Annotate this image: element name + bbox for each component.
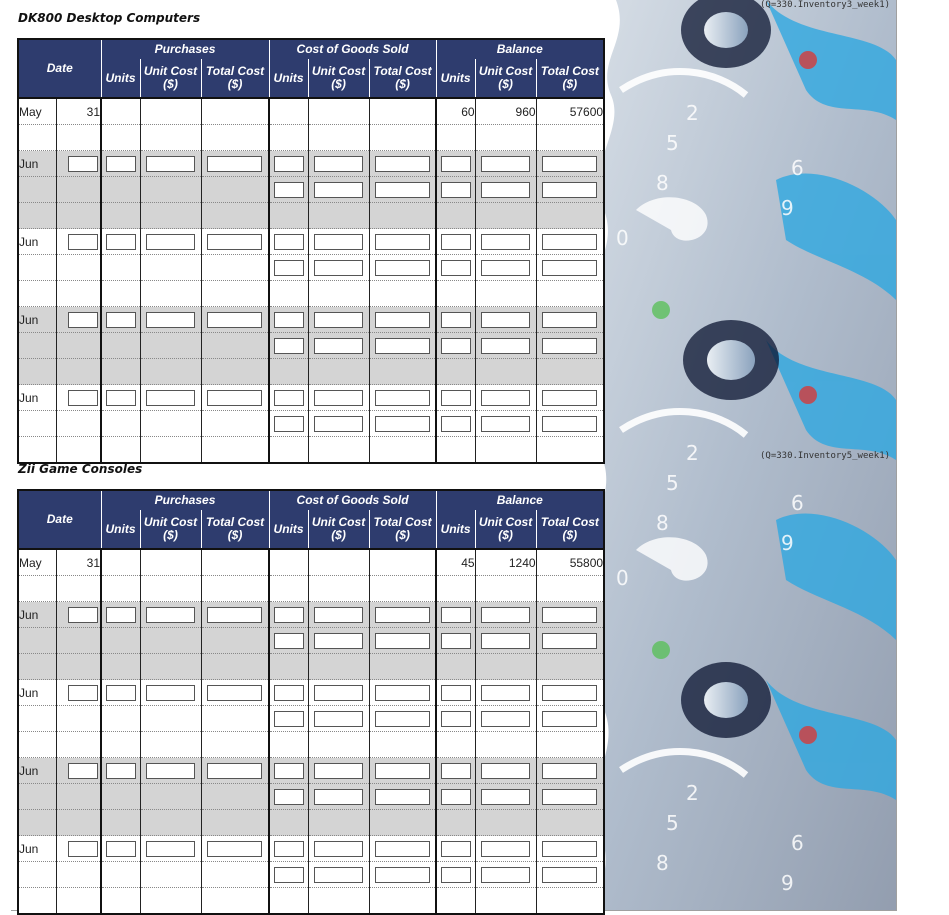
- purchase-total-cost-input[interactable]: [207, 312, 262, 328]
- purchase-units-input[interactable]: [106, 763, 136, 779]
- day-cell: 31: [56, 98, 101, 125]
- balance-units-cell: 60: [436, 98, 475, 125]
- cogs-unit-cost-input[interactable]: [314, 234, 363, 250]
- purchase-units-input[interactable]: [106, 607, 136, 623]
- table-row: [18, 125, 604, 151]
- cell: [140, 98, 201, 125]
- svg-text:8: 8: [656, 511, 669, 535]
- cogs-unit-cost-input[interactable]: [314, 156, 363, 172]
- units-header: Units: [269, 59, 308, 98]
- total-cost-header: Total Cost ($): [201, 59, 269, 98]
- month-cell: Jun: [18, 602, 56, 628]
- svg-text:8: 8: [656, 851, 669, 875]
- balance-units-input[interactable]: [441, 685, 471, 701]
- month-cell: Jun: [18, 151, 56, 177]
- cogs-unit-cost-input[interactable]: [314, 260, 363, 276]
- cogs-units-input[interactable]: [274, 156, 304, 172]
- balance-units-input[interactable]: [441, 841, 471, 857]
- purchase-total-cost-input[interactable]: [207, 607, 262, 623]
- table-row: [18, 203, 604, 229]
- svg-text:5: 5: [666, 811, 679, 835]
- inventory-table-zii: [17, 489, 605, 915]
- purchase-units-input[interactable]: [106, 390, 136, 406]
- cogs-unit-cost-input[interactable]: [314, 841, 363, 857]
- cogs-total-cost-input[interactable]: [375, 234, 430, 250]
- cogs-total-cost-input[interactable]: [375, 260, 430, 276]
- table-row: [18, 151, 604, 177]
- svg-text:9: 9: [781, 871, 794, 895]
- cogs-total-cost-input[interactable]: [375, 156, 430, 172]
- cogs-units-input[interactable]: [274, 338, 304, 354]
- month-cell: Jun: [18, 758, 56, 784]
- table-row: [18, 281, 604, 307]
- cogs-total-cost-input[interactable]: [375, 182, 430, 198]
- purchase-total-cost-input[interactable]: [207, 841, 262, 857]
- month-cell: May: [18, 98, 56, 125]
- cogs-total-cost-input[interactable]: [375, 312, 430, 328]
- table-row: [18, 229, 604, 255]
- total-cost-header: Total Cost ($): [369, 59, 436, 98]
- balance-units-input[interactable]: [441, 312, 471, 328]
- table-row: [18, 437, 604, 464]
- purchase-units-input[interactable]: [106, 685, 136, 701]
- cogs-total-cost-input[interactable]: [375, 685, 430, 701]
- cogs-units-input[interactable]: [274, 867, 304, 883]
- purchase-units-input[interactable]: [106, 312, 136, 328]
- purchase-total-cost-input[interactable]: [207, 234, 262, 250]
- unit-cost-header: Unit Cost ($): [475, 510, 536, 549]
- balance-unit-cost-input[interactable]: [481, 260, 530, 276]
- units-header: Units: [436, 510, 475, 549]
- day-input[interactable]: [68, 841, 98, 857]
- cell: [101, 98, 140, 125]
- balance-total-cost-input[interactable]: [542, 182, 597, 198]
- table-row: [18, 732, 604, 758]
- date-header: Date: [18, 490, 101, 549]
- month-cell: Jun: [18, 229, 56, 255]
- month-cell: Jun: [18, 307, 56, 333]
- balance-total-cost-input[interactable]: [542, 841, 597, 857]
- balance-total-cost-input[interactable]: [542, 789, 597, 805]
- balance-total-cost-cell: 57600: [536, 98, 604, 125]
- table-body: [18, 98, 604, 463]
- day-input[interactable]: [68, 234, 98, 250]
- table-row: [18, 549, 604, 576]
- cogs-total-cost-input[interactable]: [375, 390, 430, 406]
- table-row: [18, 654, 604, 680]
- balance-total-cost-input[interactable]: [542, 416, 597, 432]
- cogs-total-cost-input[interactable]: [375, 711, 430, 727]
- balance-unit-cost-input[interactable]: [481, 789, 530, 805]
- table-body: [18, 549, 604, 914]
- balance-total-cost-input[interactable]: [542, 607, 597, 623]
- cogs-units-input[interactable]: [274, 711, 304, 727]
- cogs-unit-cost-input[interactable]: [314, 416, 363, 432]
- cogs-unit-cost-input[interactable]: [314, 338, 363, 354]
- cogs-total-cost-input[interactable]: [375, 633, 430, 649]
- cell: [201, 98, 269, 125]
- svg-text:5: 5: [666, 471, 679, 495]
- cogs-unit-cost-input[interactable]: [314, 867, 363, 883]
- question-ref-2: (Q=330.Inventory5_week1): [760, 451, 891, 461]
- cell: [308, 98, 369, 125]
- table-row: [18, 758, 604, 784]
- month-cell: Jun: [18, 680, 56, 706]
- month-cell: Jun: [18, 836, 56, 862]
- purchase-unit-cost-input[interactable]: [146, 607, 195, 623]
- inventory-table-dk800: [17, 38, 605, 464]
- balance-header: Balance: [436, 490, 604, 510]
- day-input[interactable]: [68, 156, 98, 172]
- month-cell: May: [18, 549, 56, 576]
- total-cost-header: Total Cost ($): [536, 510, 604, 549]
- balance-unit-cost-input[interactable]: [481, 685, 530, 701]
- cogs-unit-cost-input[interactable]: [314, 312, 363, 328]
- cogs-header: Cost of Goods Sold: [269, 490, 436, 510]
- purchase-total-cost-input[interactable]: [207, 763, 262, 779]
- day-input[interactable]: [68, 312, 98, 328]
- balance-units-input[interactable]: [441, 260, 471, 276]
- table-row: [18, 862, 604, 888]
- unit-cost-header: Unit Cost ($): [140, 59, 201, 98]
- table-row: [18, 255, 604, 281]
- purchase-unit-cost-input[interactable]: [146, 390, 195, 406]
- balance-unit-cost-input[interactable]: [481, 338, 530, 354]
- balance-unit-cost-input[interactable]: [481, 234, 530, 250]
- svg-text:8: 8: [656, 171, 669, 195]
- cogs-unit-cost-input[interactable]: [314, 390, 363, 406]
- cogs-total-cost-input[interactable]: [375, 763, 430, 779]
- balance-unit-cost-input[interactable]: [481, 867, 530, 883]
- balance-total-cost-input[interactable]: [542, 390, 597, 406]
- cogs-units-input[interactable]: [274, 607, 304, 623]
- cell: [269, 98, 308, 125]
- balance-units-input[interactable]: [441, 182, 471, 198]
- svg-text:6: 6: [791, 156, 804, 180]
- balance-units-input[interactable]: [441, 607, 471, 623]
- balance-total-cost-input[interactable]: [542, 867, 597, 883]
- unit-cost-header: Unit Cost ($): [140, 510, 201, 549]
- purchase-total-cost-input[interactable]: [207, 685, 262, 701]
- balance-unit-cost-input[interactable]: [481, 182, 530, 198]
- svg-text:0: 0: [616, 566, 629, 590]
- cogs-units-input[interactable]: [274, 182, 304, 198]
- balance-unit-cost-cell: 1240: [475, 549, 536, 576]
- table-row: [18, 680, 604, 706]
- svg-text:0: 0: [616, 226, 629, 250]
- cogs-unit-cost-input[interactable]: [314, 789, 363, 805]
- cogs-unit-cost-input[interactable]: [314, 711, 363, 727]
- table-row: [18, 888, 604, 915]
- purchases-header: Purchases: [101, 490, 269, 510]
- balance-unit-cost-input[interactable]: [481, 390, 530, 406]
- balance-total-cost-input[interactable]: [542, 260, 597, 276]
- cell: [369, 98, 436, 125]
- table-row: [18, 411, 604, 437]
- svg-text:2: 2: [686, 441, 699, 465]
- units-header: Units: [101, 510, 140, 549]
- section-title: Zii Game Consoles: [18, 462, 143, 476]
- cogs-unit-cost-input[interactable]: [314, 763, 363, 779]
- svg-text:6: 6: [791, 831, 804, 855]
- table-row: [18, 706, 604, 732]
- balance-unit-cost-input[interactable]: [481, 416, 530, 432]
- purchase-unit-cost-input[interactable]: [146, 156, 195, 172]
- cogs-total-cost-input[interactable]: [375, 338, 430, 354]
- table-row: [18, 359, 604, 385]
- purchase-unit-cost-input[interactable]: [146, 685, 195, 701]
- table-row: [18, 602, 604, 628]
- day-input[interactable]: [68, 763, 98, 779]
- cogs-unit-cost-input[interactable]: [314, 633, 363, 649]
- balance-units-input[interactable]: [441, 156, 471, 172]
- svg-text:5: 5: [666, 131, 679, 155]
- balance-total-cost-input[interactable]: [542, 156, 597, 172]
- purchase-units-input[interactable]: [106, 234, 136, 250]
- table-row: [18, 576, 604, 602]
- question-ref-1: (Q=330.Inventory3_week1): [760, 0, 891, 10]
- cogs-unit-cost-input[interactable]: [314, 182, 363, 198]
- cogs-unit-cost-input[interactable]: [314, 607, 363, 623]
- svg-text:2: 2: [686, 781, 699, 805]
- purchase-unit-cost-input[interactable]: [146, 312, 195, 328]
- units-header: Units: [436, 59, 475, 98]
- purchase-unit-cost-input[interactable]: [146, 763, 195, 779]
- units-header: Units: [101, 59, 140, 98]
- balance-total-cost-input[interactable]: [542, 312, 597, 328]
- day-input[interactable]: [68, 607, 98, 623]
- balance-unit-cost-cell: 960: [475, 98, 536, 125]
- table-row: [18, 333, 604, 359]
- balance-units-input[interactable]: [441, 390, 471, 406]
- day-input[interactable]: [68, 685, 98, 701]
- cogs-units-input[interactable]: [274, 763, 304, 779]
- date-header: Date: [18, 39, 101, 98]
- day-cell: 31: [56, 549, 101, 576]
- balance-units-input[interactable]: [441, 763, 471, 779]
- svg-text:9: 9: [781, 531, 794, 555]
- purchase-unit-cost-input[interactable]: [146, 234, 195, 250]
- balance-unit-cost-input[interactable]: [481, 711, 530, 727]
- cogs-total-cost-input[interactable]: [375, 416, 430, 432]
- balance-total-cost-input[interactable]: [542, 685, 597, 701]
- balance-total-cost-input[interactable]: [542, 234, 597, 250]
- balance-unit-cost-input[interactable]: [481, 841, 530, 857]
- cogs-units-input[interactable]: [274, 390, 304, 406]
- balance-total-cost-input[interactable]: [542, 763, 597, 779]
- purchases-header: Purchases: [101, 39, 269, 59]
- cogs-header: Cost of Goods Sold: [269, 39, 436, 59]
- balance-total-cost-input[interactable]: [542, 633, 597, 649]
- balance-unit-cost-input[interactable]: [481, 763, 530, 779]
- cogs-units-input[interactable]: [274, 416, 304, 432]
- purchase-total-cost-input[interactable]: [207, 156, 262, 172]
- balance-unit-cost-input[interactable]: [481, 156, 530, 172]
- cogs-units-input[interactable]: [274, 260, 304, 276]
- svg-text:9: 9: [781, 196, 794, 220]
- day-input[interactable]: [68, 390, 98, 406]
- table-row: [18, 98, 604, 125]
- cogs-unit-cost-input[interactable]: [314, 685, 363, 701]
- balance-units-cell: 45: [436, 549, 475, 576]
- balance-units-input[interactable]: [441, 711, 471, 727]
- table-row: [18, 784, 604, 810]
- cogs-units-input[interactable]: [274, 789, 304, 805]
- balance-total-cost-input[interactable]: [542, 338, 597, 354]
- balance-unit-cost-input[interactable]: [481, 633, 530, 649]
- purchase-total-cost-input[interactable]: [207, 390, 262, 406]
- balance-total-cost-cell: 55800: [536, 549, 604, 576]
- total-cost-header: Total Cost ($): [369, 510, 436, 549]
- table-row: [18, 836, 604, 862]
- purchase-unit-cost-input[interactable]: [146, 841, 195, 857]
- svg-text:2: 2: [686, 101, 699, 125]
- svg-text:6: 6: [791, 491, 804, 515]
- balance-header: Balance: [436, 39, 604, 59]
- cogs-units-input[interactable]: [274, 234, 304, 250]
- table-row: [18, 177, 604, 203]
- cogs-units-input[interactable]: [274, 312, 304, 328]
- balance-units-input[interactable]: [441, 416, 471, 432]
- balance-unit-cost-input[interactable]: [481, 312, 530, 328]
- balance-units-input[interactable]: [441, 789, 471, 805]
- unit-cost-header: Unit Cost ($): [308, 510, 369, 549]
- balance-units-input[interactable]: [441, 234, 471, 250]
- table-row: [18, 385, 604, 411]
- cogs-total-cost-input[interactable]: [375, 789, 430, 805]
- cogs-total-cost-input[interactable]: [375, 867, 430, 883]
- total-cost-header: Total Cost ($): [201, 510, 269, 549]
- section-title: DK800 Desktop Computers: [18, 11, 201, 25]
- unit-cost-header: Unit Cost ($): [308, 59, 369, 98]
- cogs-units-input[interactable]: [274, 633, 304, 649]
- balance-unit-cost-input[interactable]: [481, 607, 530, 623]
- table-row: [18, 628, 604, 654]
- purchase-units-input[interactable]: [106, 841, 136, 857]
- total-cost-header: Total Cost ($): [536, 59, 604, 98]
- cogs-units-input[interactable]: [274, 685, 304, 701]
- balance-units-input[interactable]: [441, 633, 471, 649]
- cogs-total-cost-input[interactable]: [375, 841, 430, 857]
- units-header: Units: [269, 510, 308, 549]
- balance-units-input[interactable]: [441, 867, 471, 883]
- purchase-units-input[interactable]: [106, 156, 136, 172]
- balance-total-cost-input[interactable]: [542, 711, 597, 727]
- balance-units-input[interactable]: [441, 338, 471, 354]
- month-cell: Jun: [18, 385, 56, 411]
- cogs-total-cost-input[interactable]: [375, 607, 430, 623]
- unit-cost-header: Unit Cost ($): [475, 59, 536, 98]
- table-row: [18, 307, 604, 333]
- cogs-units-input[interactable]: [274, 841, 304, 857]
- table-row: [18, 810, 604, 836]
